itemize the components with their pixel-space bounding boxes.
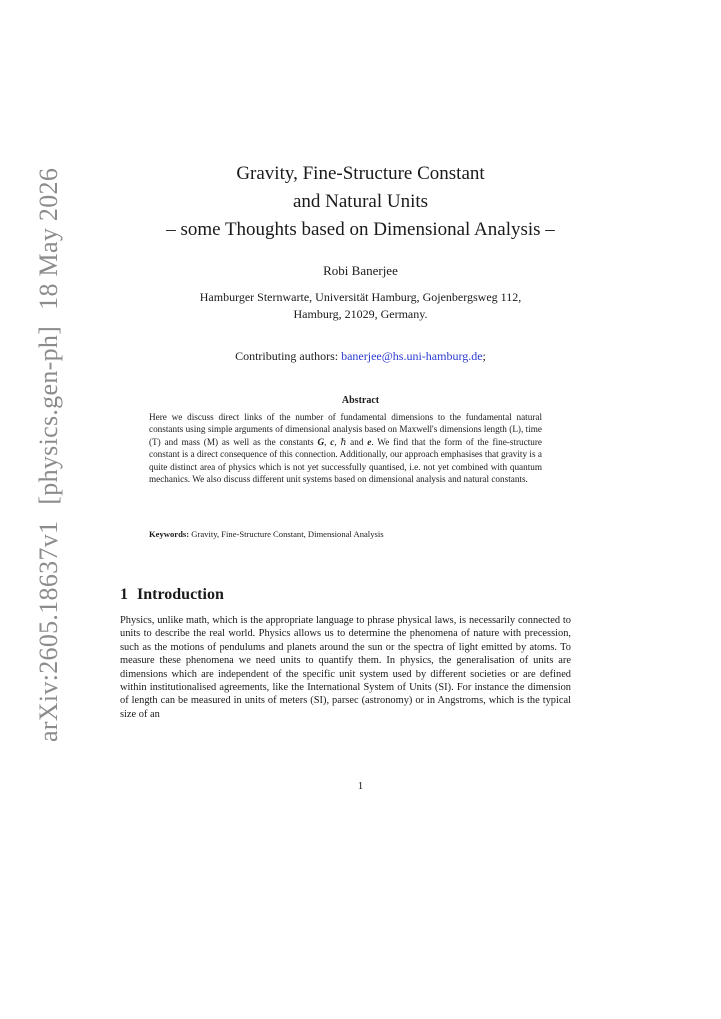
arxiv-date: 18 May 2026 — [34, 167, 63, 310]
section-title: Introduction — [137, 586, 224, 603]
keywords-label: Keywords: — [149, 529, 190, 539]
contributing-authors — [0, 349, 721, 364]
author-email-link[interactable]: banerjee@hs.uni-hamburg.de — [341, 349, 483, 363]
contributing-label: Contributing authors: — [235, 349, 339, 363]
abstract-sep-1: , — [324, 436, 331, 447]
paper-title — [0, 160, 721, 244]
arxiv-category: [physics.gen-ph] — [34, 325, 63, 505]
contributing-suffix: ; — [482, 349, 486, 363]
constant-c: c — [330, 436, 335, 447]
keywords-text: Gravity, Fine-Structure Constant, Dimensional Analysis — [191, 529, 384, 539]
abstract-text-part1: Here we discuss direct links of the number of fundamental dimensions to the fundamental natural constants using simple arguments of dimensional analysis based on Maxwell's dimensions length (L), time (T) and mass (M) as well as the constants — [149, 412, 542, 447]
page-number: 1 — [357, 780, 364, 792]
title-line-1: Gravity, Fine-Structure Constant — [236, 163, 485, 184]
abstract-heading: Abstract — [341, 395, 380, 406]
title-line-2: and Natural Units — [292, 191, 429, 212]
constant-hbar: ℏ — [340, 436, 347, 447]
affiliation-line-2: Hamburg, 21029, Germany. — [293, 307, 428, 321]
arxiv-id: arXiv:2605.18637v1 — [34, 520, 63, 742]
keywords — [149, 529, 542, 539]
section-heading-introduction — [120, 586, 224, 604]
constant-G: G — [317, 436, 325, 447]
abstract-text — [149, 411, 542, 485]
section-number: 1 — [120, 586, 128, 603]
abstract-text-part2: . We find that the form of the fine-structure constant is a direct consequence of this connection. Additionally, our approach emphasises that gravity is a quite distinct area of physics which is not yet successfully quantised, i.e. not yet combined with quantum mechanics. We also discuss different unit systems based on dimensional analysis and natural constants. — [149, 436, 543, 485]
abstract-sep-2: , — [334, 436, 341, 447]
introduction-paragraph: Physics, unlike math, which is the appropriate language to phrase physical laws, is necessarily connected to units to describe the real world. Physics allows us to determine the phenomena of nature with precession, such as the motions of pendulums and planets around the sun or the spectra of light emitted by atoms. To measure these phenomena we need units to quantify them. In physics, the generalisation of units are dimensions which are independent of the specific unit system used by different societies or are defined within institutionalised agreements, like the International System of Units (SI). For instance the dimension of length can be measured in units of meters (SI), parsec (astronomy) or in Angstroms, which is the typical size of an — [120, 615, 571, 720]
affiliation — [0, 289, 721, 323]
affiliation-line-1: Hamburger Sternwarte, Universität Hamburg, Gojenbergsweg 112, — [199, 290, 522, 304]
abstract-sep-3: and — [346, 436, 368, 447]
title-line-3: – some Thoughts based on Dimensional Analysis – — [166, 219, 555, 240]
author-name: Robi Banerjee — [323, 263, 398, 278]
constant-e: e — [367, 436, 372, 447]
